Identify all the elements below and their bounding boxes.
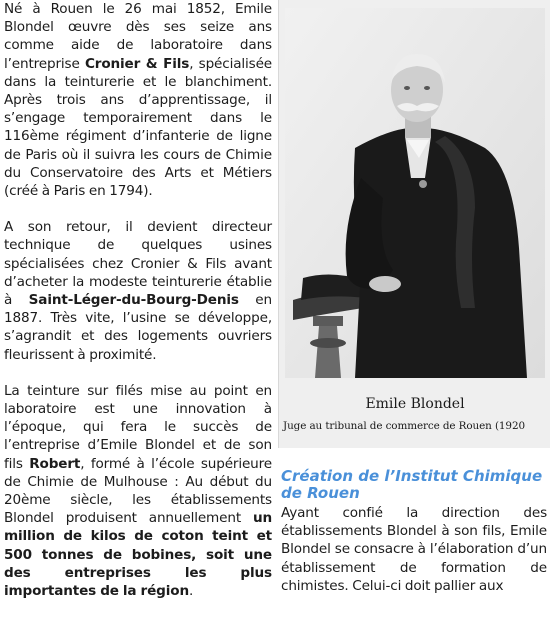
caption-name: Emile Blondel <box>365 396 465 412</box>
text: A son retour, il devient directeur technique de quelques usines spécialisées chez Cronier & Fils avant d’acheter la modeste teinturerie établie à <box>4 219 272 309</box>
text: . <box>188 583 194 600</box>
biography-left-column <box>4 0 272 618</box>
bold-production-figures: un million de kilos de coton teint et 500 tonnes de bobines, soit une des entreprises les plus importantes de la région <box>4 510 272 600</box>
text: , spécialisée dans la teinturerie et le blanchiment. Après trois ans d’apprentissage, il s’engage temporairement dans le 116ème régiment d’infanterie de ligne de Paris où il suivra les cours de Chimie du Conservatoire des Arts et Métiers (créé à Paris en 1794). <box>4 55 273 200</box>
bold-company-name: Cronier & Fils <box>84 55 190 72</box>
institute-section <box>281 468 547 595</box>
portrait-photo <box>285 8 545 378</box>
portrait-illustration <box>285 8 545 378</box>
text: , formé à l’école supérieure de Chimie de Mulhouse : Au début du 20ème siècle, les établissements Blondel produisent annuellement <box>4 455 273 527</box>
paragraph-innovation <box>4 382 272 600</box>
section-title: Création de l’Institut Chimique de Rouen <box>281 467 543 502</box>
bold-son-name: Robert <box>29 455 81 472</box>
paragraph-career <box>4 218 272 364</box>
text: en 1887. Très vite, l’usine se développe, s’agrandit et des logements ouvriers fleurissent à proximité. <box>4 292 272 363</box>
bold-place-name: Saint-Léger-du-Bourg-Denis <box>28 292 239 309</box>
paragraph-early-life <box>4 0 272 200</box>
text: Né à Rouen le 26 mai 1852, Emile Blondel œuvre dès ses seize ans comme aide de laboratoire dans l’entreprise <box>4 1 272 72</box>
section-paragraph: Ayant confié la direction des établissements Blondel à son fils, Emile Blondel se consacre à l’élaboration d’un établissement de formation de chimistes. Celui-ci doit pallier aux <box>281 505 547 594</box>
caption-role: Juge au tribunal de commerce de Rouen (1920 <box>283 420 525 432</box>
portrait-figure <box>278 0 550 448</box>
text: La teinture sur filés mise au point en laboratoire est une innovation à l’époque, qui fera le succès de l’entreprise d’Emile Blondel et de son fils <box>4 382 272 472</box>
